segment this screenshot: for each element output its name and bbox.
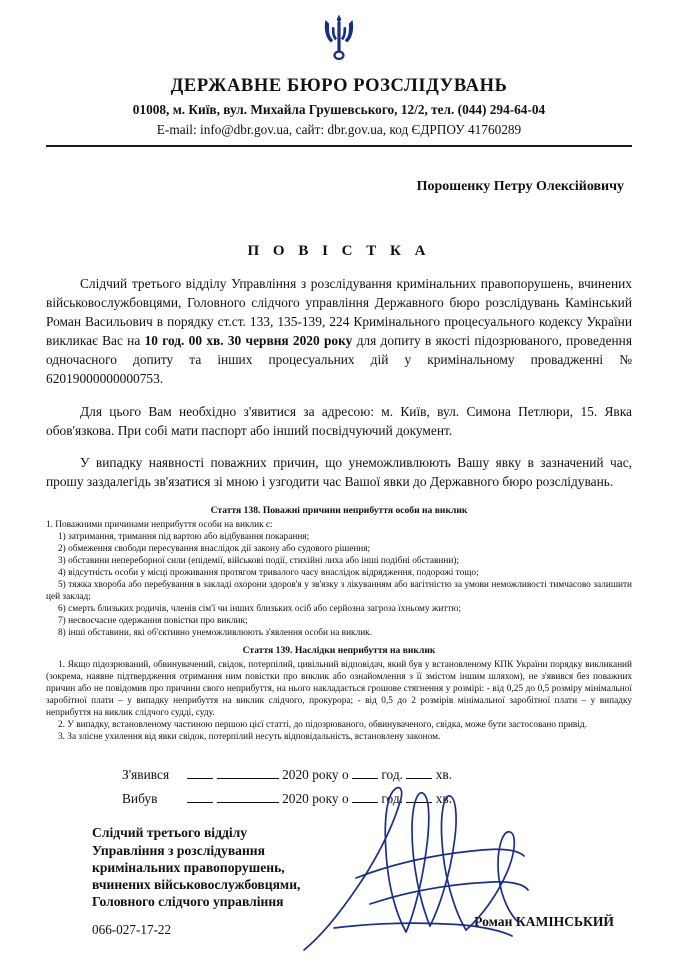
arrival-label: З'явився <box>122 767 170 783</box>
paragraph-1-text: Слідчий третього відділу Управління з розслідування кримінальних правопорушень, вчинених військовослужбовцями, Головного слідчого управління Державного бюро розслідувань Камінський Роман Васильович в порядку ст.ст. 133, 135-139, 224 Кримінального процесуального кодексу України викликає Вас на 10 год. 00 хв. 30 червня 2020 року для допиту в якості підозрюваного, проведення одночасного допиту та інших процесуальних дій у кримінальному провадженні № 62019000000000753. <box>46 276 632 387</box>
organization-address: 01008, м. Київ, вул. Михайла Грушевського, 12/2, тел. (044) 294-64-04 <box>132 102 546 117</box>
arrival-minute-field[interactable] <box>406 778 432 779</box>
signer-position <box>46 824 632 910</box>
letterhead <box>46 76 632 138</box>
paragraph-2-text: Для цього Вам необхідно з'явитися за адресою: м. Київ, вул. Симона Петлюри, 15. Явка обов'язкова. При собі мати паспорт або інший посвідчуючий документ. <box>46 403 632 438</box>
arrival-month-field[interactable] <box>217 778 279 779</box>
departure-day-field[interactable] <box>187 802 213 803</box>
paragraph-2 <box>46 402 632 440</box>
article-139-item-0: 1. Якщо підозрюваний, обвинувачений, свідок, потерпілий, цивільний відповідач, який був у встановленому КПК України порядку викликаний (зокрема, наявне підтвердження отримання ним повістки про виклик або ознайомлення з її змістом іншим шляхом), не з'явився без поважних причин або не повідомив про причини свого неприбуття, на нього накладається грошове стягнення у розмірі: - від 0,25 до 0,5 розміру мінімальної заробітної плати – у випадку неприбуття на виклик слідчого, прокурора; - від 0,5 до 2 розмірів мінімальної заробітної плати – у випадку неприбуття на виклик слідчого судді, суду. <box>46 659 632 719</box>
signer-position-line-5: Головного слідчого управління <box>92 894 284 910</box>
footer-reference-code: 066-027-17-22 <box>92 922 172 937</box>
article-138-item-7: 7) несвоєчасне одержання повістки про виклик; <box>58 616 248 627</box>
article-138-item-5: 5) тяжка хвороба або перебування в закладі охорони здоров'я у зв'язку з лікуванням або вагітністю за умови неможливості тимчасово залишити цей заклад; <box>46 579 632 603</box>
arrival-line <box>122 763 632 786</box>
departure-hour-field[interactable] <box>352 802 378 803</box>
departure-line <box>122 787 632 810</box>
departure-hour-label: год. <box>381 790 404 806</box>
signer-name: Роман КАМІНСЬКИЙ <box>474 914 614 930</box>
article-138-item-8: 8) інші обставини, які об'єктивно унеможливлюють з'явлення особи на виклик. <box>58 628 373 639</box>
legal-notes <box>46 505 632 743</box>
ukrainian-trident-emblem-icon <box>321 14 357 65</box>
article-138-heading: Стаття 138. Поважні причини неприбуття особи на виклик <box>210 505 468 517</box>
departure-minute-label: хв. <box>435 790 453 806</box>
arrival-year-label: 2020 року о <box>282 767 349 783</box>
page-title: П О В І С Т К А <box>247 243 431 259</box>
paragraph-3 <box>46 453 632 491</box>
arrival-hour-field[interactable] <box>352 778 378 779</box>
departure-minute-field[interactable] <box>406 802 432 803</box>
document-body <box>46 274 632 491</box>
signer-position-line-3: кримінальних правопорушень, <box>92 859 285 875</box>
organization-contact-line: E-mail: info@dbr.gov.ua, сайт: dbr.gov.ua, код ЄДРПОУ 41760289 <box>156 122 522 137</box>
article-139-heading: Стаття 139. Наслідки неприбуття на виклик <box>242 645 436 657</box>
appearance-lines <box>46 763 632 810</box>
header-divider <box>46 145 632 147</box>
arrival-day-field[interactable] <box>187 778 213 779</box>
emblem-container <box>46 0 632 72</box>
article-138-item-1: 1) затримання, тримання під вартою або відбування покарання; <box>58 531 310 542</box>
paragraph-3-text: У випадку наявності поважних причин, що унеможливлюють Вашу явку в зазначений час, прошу заздалегідь зв'язатися зі мною і узгодити час Вашої явки до Державного бюро розслідувань. <box>46 455 632 490</box>
article-138-item-2: 2) обмеження свободи пересування внаслідок дії закону або судового рішення; <box>58 543 371 554</box>
signer-position-line-4: вчинених військовослужбовцями, <box>92 877 301 893</box>
paragraph-1 <box>46 274 632 388</box>
article-138-item-3: 3) обставини непереборної сили (епідемії, військові події, стихійні лиха або інші подібні обставини); <box>58 555 460 566</box>
article-138-item-6: 6) смерть близьких родичів, членів сім'ї чи інших близьких осіб або серйозна загроза їхньому життю; <box>58 604 461 615</box>
departure-label: Вибув <box>122 790 158 806</box>
organization-name: ДЕРЖАВНЕ БЮРО РОЗСЛІДУВАНЬ <box>170 76 508 96</box>
article-139-item-2: 3. За злісне ухилення від явки свідок, потерпілий несуть відповідальність, встановлену законом. <box>58 732 441 743</box>
departure-month-field[interactable] <box>217 802 279 803</box>
addressee: Порошенку Петру Олексійовичу <box>416 179 624 194</box>
article-138-item-4: 4) відсутність особи у місці проживання протягом тривалого часу внаслідок відрядження, подорожі тощо; <box>58 567 479 578</box>
signer-position-line-1: Слідчий третього відділу <box>92 825 248 841</box>
signer-position-line-2: Управління з розслідування <box>92 842 265 858</box>
article-139-item-1: 2. У випадку, встановленому частиною першою цієї статті, до підозрюваного, обвинуваченого, свідка, може бути застосовано привід. <box>58 720 587 731</box>
departure-year-label: 2020 року о <box>282 790 349 806</box>
arrival-hour-label: год. <box>381 767 404 783</box>
arrival-minute-label: хв. <box>435 767 453 783</box>
article-138-item-0: 1. Поважними причинами неприбуття особи на виклик є: <box>46 519 273 530</box>
